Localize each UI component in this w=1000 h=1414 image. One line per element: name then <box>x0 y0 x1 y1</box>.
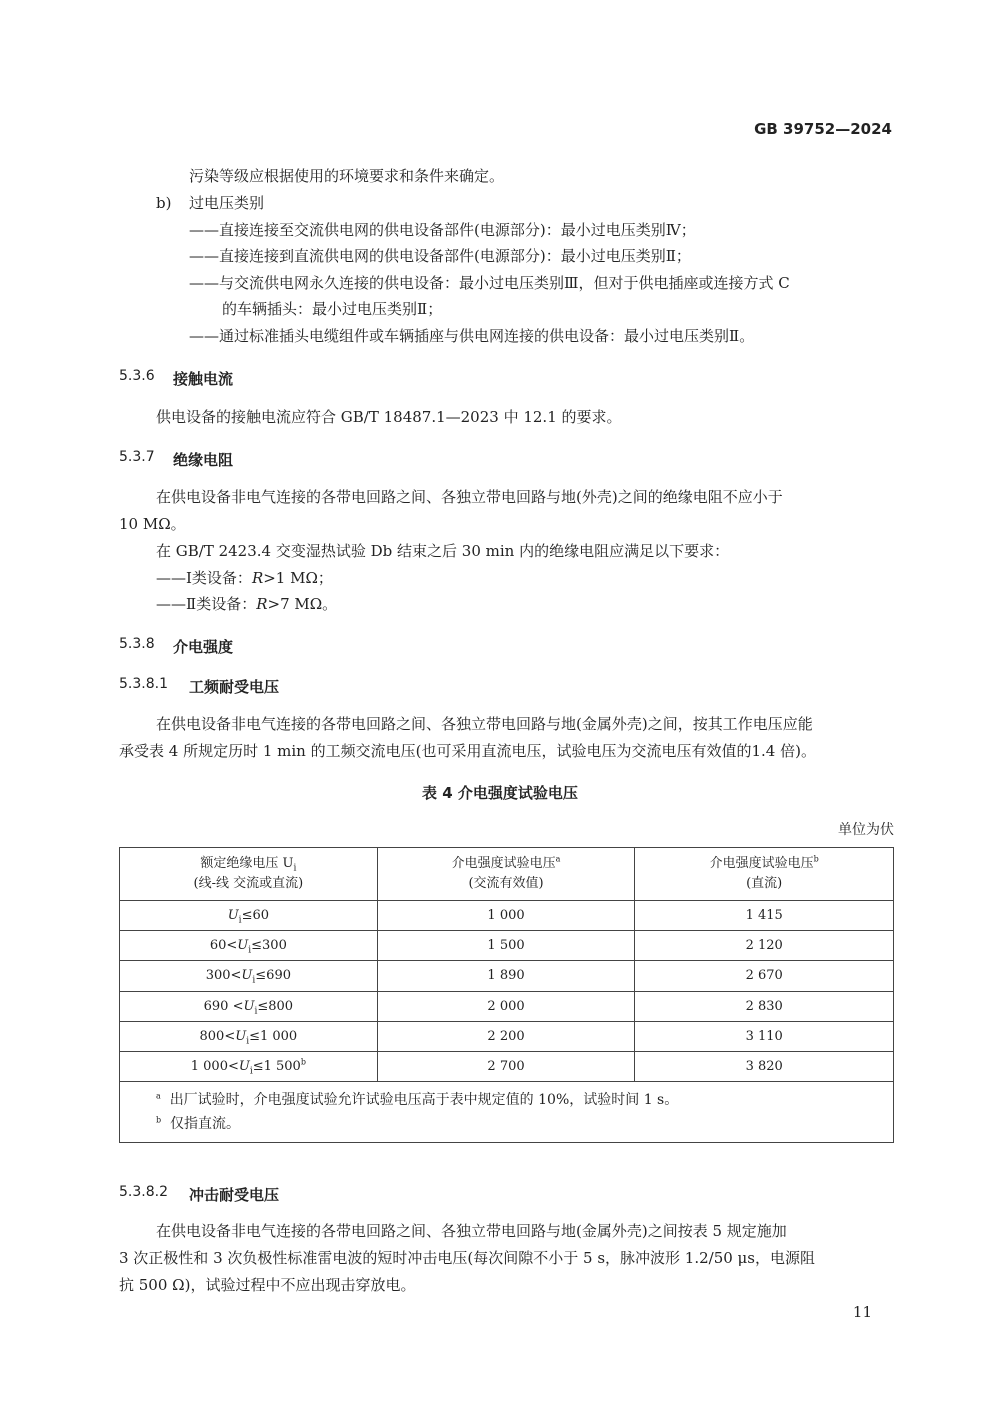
variable: U <box>241 968 253 984</box>
paragraph: 在供电设备非电气连接的各带电回路之间、各独立带电回路与地(金属外壳)之间，按其工作电压应能 <box>156 715 813 733</box>
table-caption: 表 4 介电强度试验电压 <box>422 784 578 802</box>
table-cell: 1 500 <box>377 931 635 961</box>
footnote-mark: a <box>156 1091 161 1101</box>
variable: U <box>243 998 255 1014</box>
list-item-value: >1 MΩ； <box>263 569 333 587</box>
paragraph-continuation: 承受表 4 所规定历时 1 min 的工频交流电压(也可采用直流电压，试验电压为交流电压有效值的1.4 倍)。 <box>119 742 816 760</box>
table-row <box>120 1021 894 1051</box>
list-item: ——与交流供电网永久连接的供电设备：最小过电压类别Ⅲ，但对于供电插座或连接方式 C <box>189 274 790 292</box>
table-cell: 2 200 <box>377 1021 635 1051</box>
variable: R <box>251 569 264 587</box>
paragraph-continuation: 抗 500 Ω)，试验过程中不应出现击穿放电。 <box>119 1276 416 1294</box>
range-suffix: ≤1 500 <box>252 1059 301 1075</box>
table-cell <box>120 1021 378 1051</box>
paragraph-continuation: 10 MΩ。 <box>119 515 186 533</box>
range-prefix: 800< <box>199 1028 236 1044</box>
table-4 <box>119 847 894 1143</box>
section-number: 5.3.8.2 <box>119 1184 168 1200</box>
table-row <box>120 901 894 931</box>
section-title: 绝缘电阻 <box>173 451 234 469</box>
table-cell <box>120 931 378 961</box>
table-footnote <box>156 1088 893 1112</box>
paragraph: 供电设备的接触电流应符合 GB/T 18487.1—2023 中 12.1 的要求。 <box>156 408 622 426</box>
section-title: 工频耐受电压 <box>189 678 280 696</box>
column-header <box>120 848 378 901</box>
subscript: i <box>248 945 252 956</box>
range-prefix: 1 000< <box>190 1059 239 1075</box>
list-item-title: 过电压类别 <box>189 194 265 212</box>
list-marker: b) <box>156 194 172 212</box>
list-item <box>156 594 337 614</box>
variable: U <box>227 908 239 924</box>
range-prefix: 60< <box>209 938 238 954</box>
header-text: 介电强度试验电压 <box>451 856 556 871</box>
list-item: ——直接连接至交流供电网的供电设备部件(电源部分)：最小过电压类别Ⅳ； <box>189 221 696 239</box>
table-row <box>120 931 894 961</box>
table-footnotes <box>120 1082 894 1143</box>
table-cell: 2 000 <box>377 991 635 1021</box>
paragraph: 在 GB/T 2423.4 交变湿热试验 Db 结束之后 30 min 内的绝缘电阻应满足以下要求： <box>156 542 730 560</box>
table-footnote-row <box>120 1082 894 1143</box>
table-header-row <box>120 848 894 901</box>
subscript: i <box>249 1066 253 1077</box>
table-row <box>120 1051 894 1081</box>
range-suffix: ≤1 000 <box>249 1028 298 1044</box>
header-text: (线-线 交流或直流) <box>193 876 304 891</box>
footnote-mark: a <box>555 854 561 864</box>
paragraph: 污染等级应根据使用的环境要求和条件来确定。 <box>189 167 505 185</box>
section-number: 5.3.7 <box>119 449 155 465</box>
table-cell: 1 000 <box>377 901 635 931</box>
table-row <box>120 961 894 991</box>
paragraph-continuation: 3 次正极性和 3 次负极性标准雷电波的短时冲击电压(每次间隙不小于 5 s，脉冲波形 1.2/50 μs，电源阻 <box>119 1249 816 1267</box>
subscript: i <box>238 915 242 926</box>
section-title: 接触电流 <box>173 370 234 388</box>
range-suffix: ≤60 <box>241 908 269 924</box>
section-title: 冲击耐受电压 <box>189 1186 280 1204</box>
table-cell: 2 670 <box>635 961 894 991</box>
footnote-mark: b <box>813 854 819 864</box>
section-title: 介电强度 <box>173 638 234 656</box>
section-number: 5.3.8 <box>119 636 155 652</box>
range-suffix: ≤800 <box>257 998 294 1014</box>
list-item: ——直接连接到直流供电网的供电设备部件(电源部分)：最小过电压类别Ⅱ； <box>189 247 691 265</box>
paragraph: 在供电设备非电气连接的各带电回路之间、各独立带电回路与地(外壳)之间的绝缘电阻不应小于 <box>156 488 783 506</box>
header-text: (交流有效值) <box>468 876 544 891</box>
table-cell <box>120 901 378 931</box>
list-item-value: >7 MΩ。 <box>267 595 338 613</box>
subscript: i <box>293 863 297 874</box>
table-cell: 2 830 <box>635 991 894 1021</box>
range-suffix: ≤690 <box>255 968 291 984</box>
footnote-mark: b <box>156 1115 162 1125</box>
header-text: 介电强度试验电压 <box>709 856 814 871</box>
table-row <box>120 991 894 1021</box>
column-header <box>377 848 635 901</box>
subscript: i <box>246 1036 250 1047</box>
paragraph: 在供电设备非电气连接的各带电回路之间、各独立带电回路与地(金属外壳)之间按表 5 规定施加 <box>156 1222 787 1240</box>
table-footnote <box>156 1112 893 1136</box>
footnote-text: 出厂试验时，介电强度试验允许试验电压高于表中规定值的 10%，试验时间 1 s。 <box>169 1092 679 1109</box>
subscript: i <box>254 1006 258 1017</box>
list-item <box>156 568 333 588</box>
list-item-prefix: ——Ⅱ类设备： <box>156 595 257 613</box>
range-suffix: ≤300 <box>251 938 287 954</box>
variable: R <box>256 595 268 613</box>
list-item-continuation: 的车辆插头：最小过电压类别Ⅱ； <box>222 300 443 318</box>
range-prefix: 690 < <box>203 998 244 1014</box>
section-number: 5.3.6 <box>119 368 155 384</box>
footnote-text: 仅指直流。 <box>170 1116 241 1133</box>
table-cell: 2 120 <box>635 931 894 961</box>
table-cell: 3 820 <box>635 1051 894 1081</box>
column-header <box>635 848 894 901</box>
range-prefix: 300< <box>205 968 242 984</box>
header-text: 额定绝缘电压 U <box>200 856 294 871</box>
variable: U <box>237 938 249 954</box>
footnote-mark: b <box>300 1057 306 1067</box>
table-cell: 1 415 <box>635 901 894 931</box>
page-number: 11 <box>852 1303 872 1321</box>
header-text: (直流) <box>746 876 783 891</box>
table-unit: 单位为伏 <box>838 822 894 838</box>
variable: U <box>238 1059 250 1075</box>
subscript: i <box>252 976 256 987</box>
table-cell <box>120 961 378 991</box>
table-cell: 1 890 <box>377 961 635 991</box>
table-cell: 2 700 <box>377 1051 635 1081</box>
variable: U <box>235 1028 247 1044</box>
table-cell <box>120 1051 378 1081</box>
table-cell: 3 110 <box>635 1021 894 1051</box>
table-cell <box>120 991 378 1021</box>
list-item-prefix: ——Ⅰ类设备： <box>156 569 252 587</box>
list-item: ——通过标准插头电缆组件或车辆插座与供电网连接的供电设备：最小过电压类别Ⅱ。 <box>189 327 755 345</box>
section-number: 5.3.8.1 <box>119 676 168 692</box>
document-id: GB 39752—2024 <box>754 120 892 138</box>
